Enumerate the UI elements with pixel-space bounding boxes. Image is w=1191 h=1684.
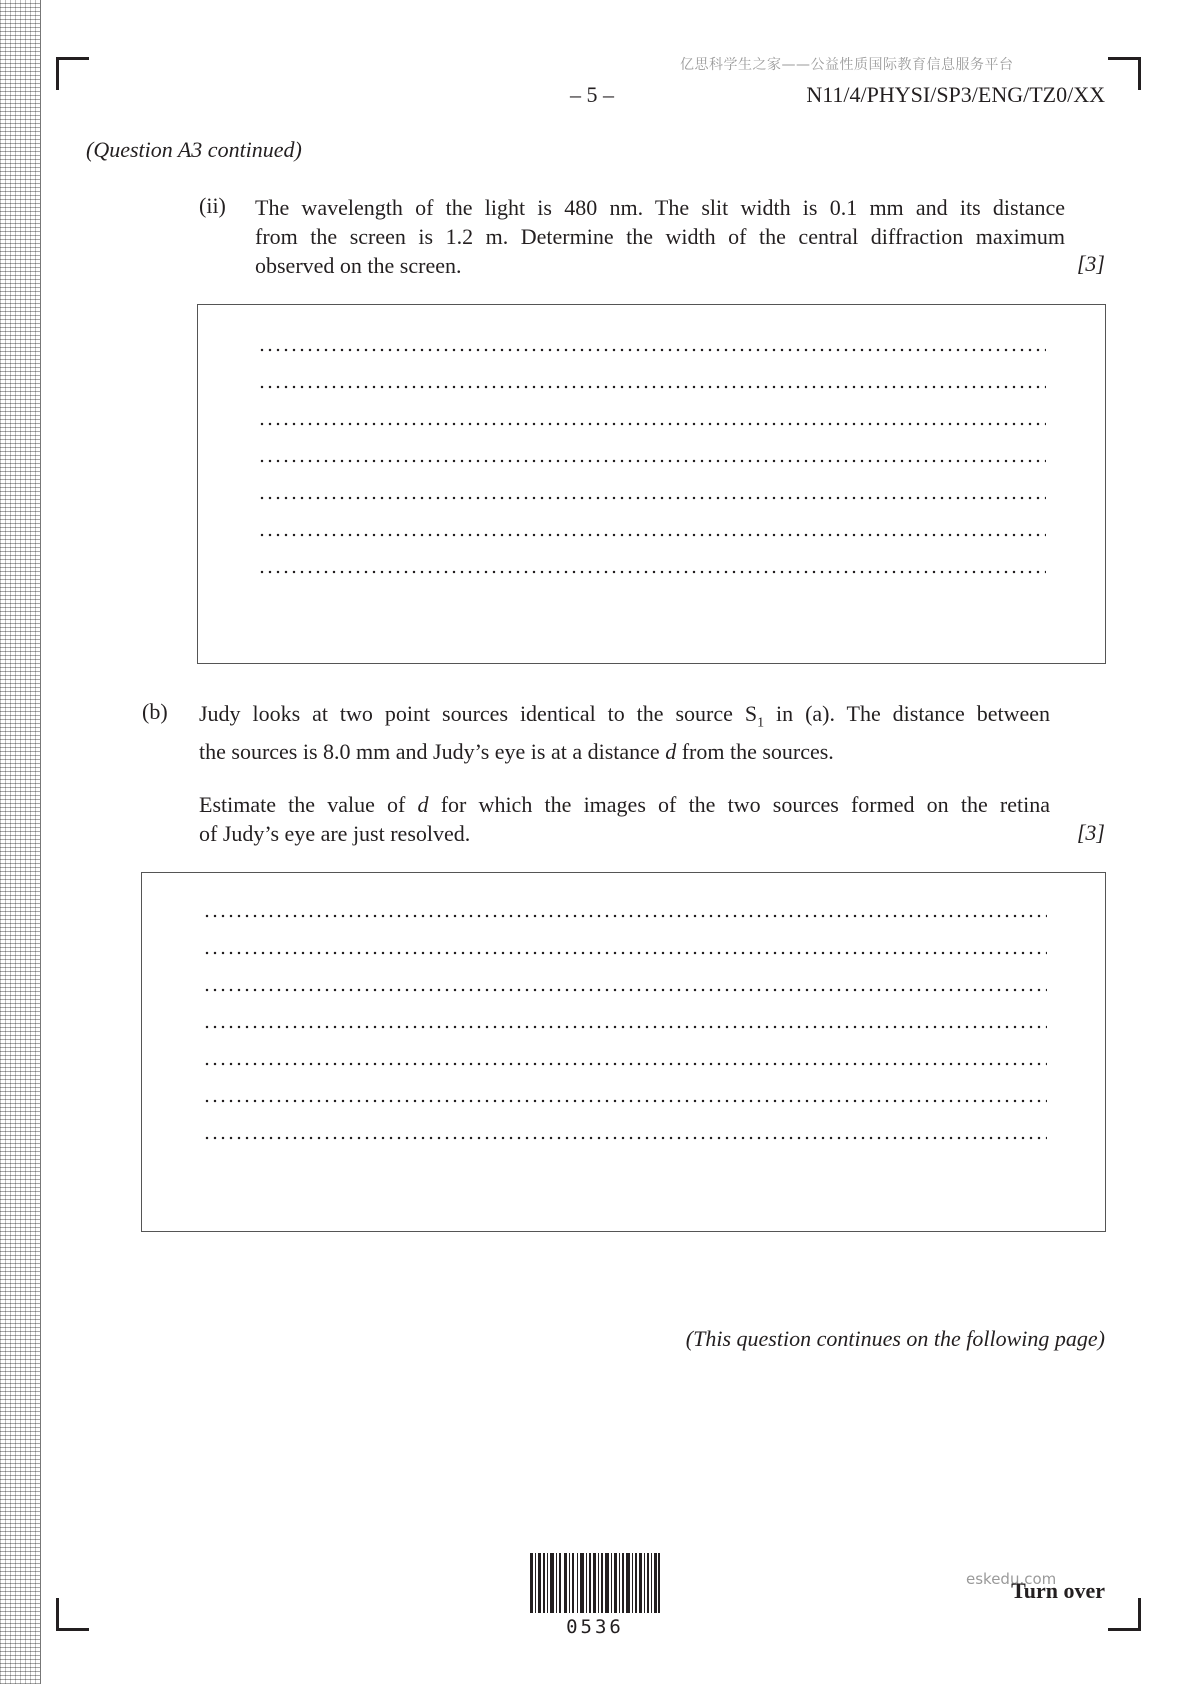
part-b-paragraph-1: [199, 699, 1050, 766]
crop-mark-bottom-left: [56, 1598, 89, 1631]
answer-line: [258, 422, 1046, 426]
page-number: – 5 –: [570, 82, 614, 107]
part-ii-text: [255, 193, 1065, 280]
answer-line: [203, 988, 1047, 992]
part-b-line-4: of Judy’s eye are just resolved.: [199, 821, 471, 846]
variable-d: d: [665, 739, 677, 765]
part-ii-line-2: from the screen is 1.2 m. Determine the width of the central diffraction maximum: [255, 224, 1065, 249]
answer-line: [203, 1025, 1047, 1029]
question-continued-label: (Question A3 continued): [86, 137, 302, 162]
part-ii-line-1: The wavelength of the light is 480 nm. The slit width is 0.1 mm and its distance: [255, 195, 1065, 220]
turn-over-label: Turn over: [1011, 1578, 1105, 1603]
answer-line: [258, 459, 1046, 463]
variable-d: d: [417, 792, 429, 817]
part-ii-marks: [3]: [1076, 251, 1105, 276]
answer-line: [203, 1062, 1047, 1066]
part-ii-line-3: observed on the screen.: [255, 253, 462, 278]
continues-note: (This question continues on the following page): [685, 1326, 1105, 1351]
answer-box-part-b[interactable]: [141, 872, 1106, 1232]
footer-watermark: eskedu.com: [966, 1570, 1057, 1588]
crop-mark-bottom-right: [1108, 1598, 1141, 1631]
part-b-line-3: Estimate the value of d for which the images of the two sources formed on the retina: [199, 792, 1050, 817]
part-b-line-1: Judy looks at two point sources identical to the source $S_1$ in (a). The distance between: [199, 701, 1050, 731]
answer-box-part-ii[interactable]: [197, 304, 1106, 664]
margin-strip: [0, 0, 41, 1684]
answer-line: [203, 1099, 1047, 1103]
paper-code: N11/4/PHYSI/SP3/ENG/TZ0/XX: [806, 82, 1105, 107]
part-ii-label: (ii): [199, 193, 226, 218]
crop-mark-top-left: [56, 57, 89, 90]
answer-line: [203, 1136, 1047, 1140]
answer-line: [203, 951, 1047, 955]
part-b-label: (b): [142, 699, 168, 724]
crop-mark-top-right: [1108, 57, 1141, 90]
answer-line: [258, 348, 1046, 352]
subscript: 1: [757, 715, 765, 731]
barcode-icon: [530, 1553, 660, 1613]
part-b-line-2: the sources is 8.0 mm and Judy’s eye is at a distance d from the sources.: [199, 739, 834, 765]
header-watermark: 亿思科学生之家——公益性质国际教育信息服务平台: [680, 57, 1014, 73]
barcode-number: 0536: [566, 1616, 624, 1638]
answer-line: [203, 914, 1047, 918]
answer-line: [258, 385, 1046, 389]
part-b-paragraph-2: [199, 790, 1050, 848]
answer-line: [258, 570, 1046, 574]
answer-line: [258, 496, 1046, 500]
part-b-marks: [3]: [1076, 820, 1105, 845]
answer-line: [258, 533, 1046, 537]
